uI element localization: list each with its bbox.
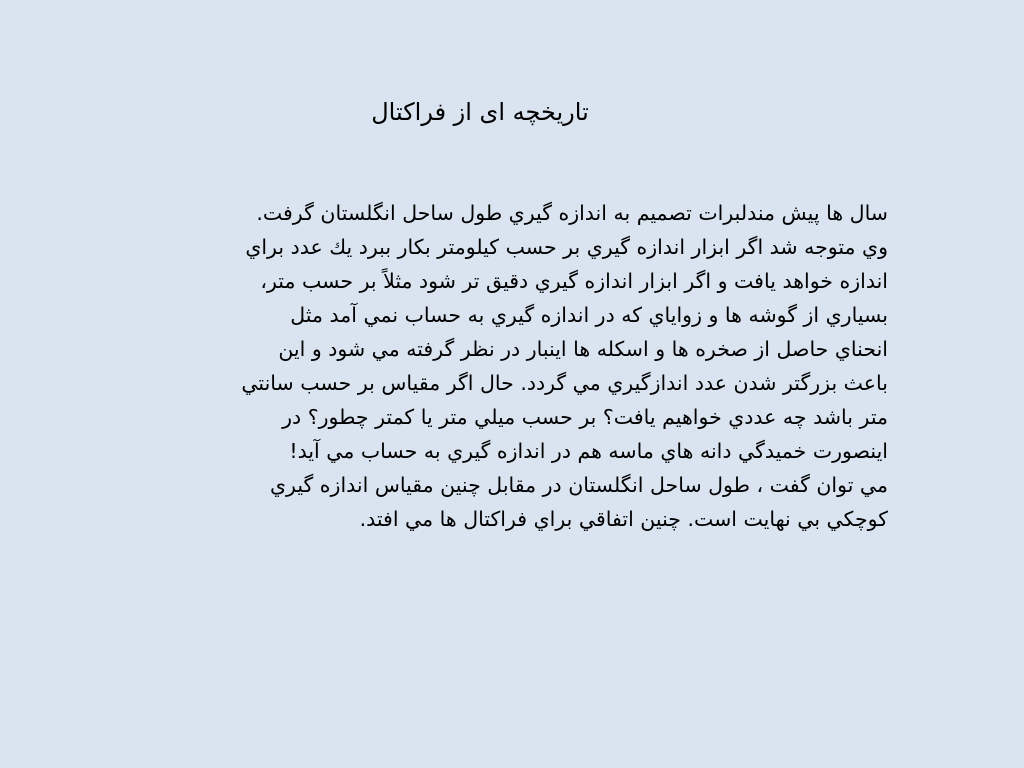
body-line: باعث بزرگتر شدن عدد اندازگيري مي گردد. حال اگر مقياس بر حسب سانتي [241, 371, 888, 395]
body-line: بسياري از گوشه ها و زواياي كه در اندازه گيري به حساب نمي آمد مثل [290, 303, 888, 327]
body-line: وي متوجه شد اگر ابزار اندازه گيري بر حسب کيلومتر بکار ببرد يك عدد براي [245, 235, 888, 259]
body-line: متر باشد چه عددي خواهيم يافت؟ بر حسب ميلي متر يا کمتر چطور؟ در [282, 405, 888, 429]
body-line: سال ها پيش مندلبرات تصميم به اندازه گيري طول ساحل انگلستان گرفت. [256, 201, 888, 225]
slide-body [118, 196, 888, 536]
body-line: اندازه خواهد يافت و اگر ابزار اندازه گيري دقيق تر شود مثلاً بر حسب متر، [260, 269, 888, 293]
body-line: انحناي حاصل از صخره ها و اسکله ها اينبار در نظر گرفته مي شود و اين [278, 337, 888, 361]
slide-title: تاریخچه ای از فراکتال [371, 98, 589, 126]
body-line: مي توان گفت ، طول ساحل انگلستان در مقابل چنين مقياس اندازه گيري [269, 473, 888, 497]
body-line: کوچکي بي نهايت است. چنين اتفاقي براي فراکتال ها مي افتد. [359, 507, 888, 531]
body-line: اينصورت خميدگي دانه هاي ماسه هم در اندازه گيري به حساب مي آيد! [289, 439, 888, 463]
